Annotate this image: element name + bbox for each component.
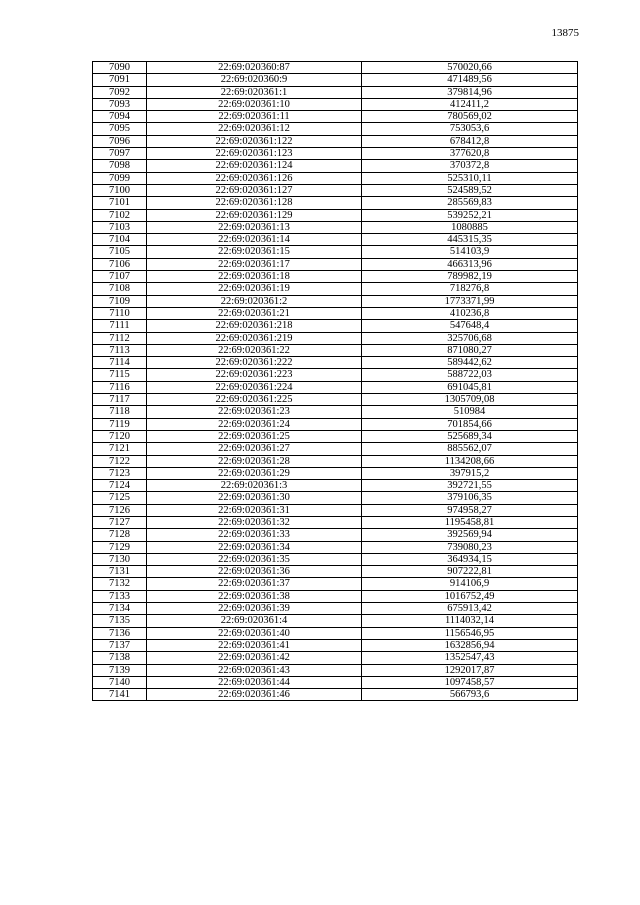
- row-number-cell: 7115: [93, 369, 147, 381]
- value-cell: 285569,83: [362, 197, 578, 209]
- row-number-cell: 7120: [93, 430, 147, 442]
- value-cell: 780569,02: [362, 111, 578, 123]
- value-cell: 525689,34: [362, 430, 578, 442]
- value-cell: 392721,55: [362, 480, 578, 492]
- table-row: [93, 197, 578, 209]
- row-number-cell: 7138: [93, 652, 147, 664]
- row-number-cell: 7101: [93, 197, 147, 209]
- value-cell: 718276,8: [362, 283, 578, 295]
- value-cell: 392569,94: [362, 529, 578, 541]
- table-row: [93, 590, 578, 602]
- table-row: [93, 320, 578, 332]
- table-row: [93, 676, 578, 688]
- value-cell: 974958,27: [362, 504, 578, 516]
- table-row: [93, 566, 578, 578]
- table-row: [93, 357, 578, 369]
- value-cell: 678412,8: [362, 135, 578, 147]
- cadastral-number-cell: 22:69:020361:15: [147, 246, 362, 258]
- table-row: [93, 455, 578, 467]
- cadastral-number-cell: 22:69:020361:2: [147, 295, 362, 307]
- cadastral-number-cell: 22:69:020361:18: [147, 271, 362, 283]
- cadastral-number-cell: 22:69:020361:39: [147, 603, 362, 615]
- value-cell: 379814,96: [362, 86, 578, 98]
- table-row: [93, 221, 578, 233]
- row-number-cell: 7112: [93, 332, 147, 344]
- row-number-cell: 7104: [93, 234, 147, 246]
- cadastral-number-cell: 22:69:020361:28: [147, 455, 362, 467]
- value-cell: 377620,8: [362, 148, 578, 160]
- row-number-cell: 7132: [93, 578, 147, 590]
- table-row: [93, 418, 578, 430]
- cadastral-number-cell: 22:69:020361:1: [147, 86, 362, 98]
- table-row: [93, 344, 578, 356]
- cadastral-number-cell: 22:69:020361:224: [147, 381, 362, 393]
- row-number-cell: 7136: [93, 627, 147, 639]
- cadastral-number-cell: 22:69:020361:222: [147, 357, 362, 369]
- value-cell: 1114032,14: [362, 615, 578, 627]
- row-number-cell: 7119: [93, 418, 147, 430]
- table-row: [93, 406, 578, 418]
- row-number-cell: 7113: [93, 344, 147, 356]
- cadastral-number-cell: 22:69:020361:19: [147, 283, 362, 295]
- value-cell: 675913,42: [362, 603, 578, 615]
- cadastral-number-cell: 22:69:020360:9: [147, 74, 362, 86]
- table-row: [93, 652, 578, 664]
- value-cell: 871080,27: [362, 344, 578, 356]
- table-row: [93, 492, 578, 504]
- cadastral-number-cell: 22:69:020361:12: [147, 123, 362, 135]
- cadastral-number-cell: 22:69:020361:33: [147, 529, 362, 541]
- row-number-cell: 7107: [93, 271, 147, 283]
- table-row: [93, 578, 578, 590]
- row-number-cell: 7097: [93, 148, 147, 160]
- value-cell: 1305709,08: [362, 394, 578, 406]
- page-number: 13875: [551, 27, 579, 39]
- cadastral-number-cell: 22:69:020361:23: [147, 406, 362, 418]
- row-number-cell: 7133: [93, 590, 147, 602]
- value-cell: 885562,07: [362, 443, 578, 455]
- cadastral-number-cell: 22:69:020361:123: [147, 148, 362, 160]
- value-cell: 514103,9: [362, 246, 578, 258]
- table-row: [93, 443, 578, 455]
- table-row: [93, 430, 578, 442]
- table-row: [93, 504, 578, 516]
- table-row: [93, 369, 578, 381]
- table-row: [93, 615, 578, 627]
- value-cell: 471489,56: [362, 74, 578, 86]
- table-row: [93, 111, 578, 123]
- cadastral-number-cell: 22:69:020361:24: [147, 418, 362, 430]
- table-row: [93, 246, 578, 258]
- value-cell: 1134208,66: [362, 455, 578, 467]
- table-row: [93, 234, 578, 246]
- value-cell: 1632856,94: [362, 639, 578, 651]
- table-row: [93, 135, 578, 147]
- cadastral-number-cell: 22:69:020361:40: [147, 627, 362, 639]
- value-cell: 753053,6: [362, 123, 578, 135]
- row-number-cell: 7108: [93, 283, 147, 295]
- row-number-cell: 7123: [93, 467, 147, 479]
- cadastral-number-cell: 22:69:020361:126: [147, 172, 362, 184]
- row-number-cell: 7122: [93, 455, 147, 467]
- value-cell: 379106,35: [362, 492, 578, 504]
- row-number-cell: 7098: [93, 160, 147, 172]
- cadastral-number-cell: 22:69:020361:225: [147, 394, 362, 406]
- cadastral-number-cell: 22:69:020361:129: [147, 209, 362, 221]
- row-number-cell: 7105: [93, 246, 147, 258]
- cadastral-number-cell: 22:69:020361:38: [147, 590, 362, 602]
- table-row: [93, 172, 578, 184]
- value-cell: 547648,4: [362, 320, 578, 332]
- cadastral-number-cell: 22:69:020361:17: [147, 258, 362, 270]
- table-row: [93, 86, 578, 98]
- cadastral-number-cell: 22:69:020361:34: [147, 541, 362, 553]
- value-cell: 914106,9: [362, 578, 578, 590]
- value-cell: 691045,81: [362, 381, 578, 393]
- cadastral-number-cell: 22:69:020361:37: [147, 578, 362, 590]
- cadastral-number-cell: 22:69:020361:218: [147, 320, 362, 332]
- table-row: [93, 74, 578, 86]
- row-number-cell: 7100: [93, 184, 147, 196]
- value-cell: 566793,6: [362, 689, 578, 701]
- value-cell: 588722,03: [362, 369, 578, 381]
- row-number-cell: 7093: [93, 98, 147, 110]
- row-number-cell: 7126: [93, 504, 147, 516]
- value-cell: 524589,52: [362, 184, 578, 196]
- table-row: [93, 529, 578, 541]
- cadastral-number-cell: 22:69:020361:124: [147, 160, 362, 172]
- value-cell: 1352547,43: [362, 652, 578, 664]
- value-cell: 445315,35: [362, 234, 578, 246]
- row-number-cell: 7117: [93, 394, 147, 406]
- table-row: [93, 639, 578, 651]
- table-row: [93, 603, 578, 615]
- cadastral-number-cell: 22:69:020361:127: [147, 184, 362, 196]
- cadastral-number-cell: 22:69:020361:3: [147, 480, 362, 492]
- cadastral-number-cell: 22:69:020361:122: [147, 135, 362, 147]
- value-cell: 570020,66: [362, 62, 578, 74]
- value-cell: 907222,81: [362, 566, 578, 578]
- value-cell: 1097458,57: [362, 676, 578, 688]
- table-row: [93, 209, 578, 221]
- table-row: [93, 516, 578, 528]
- cadastral-number-cell: 22:69:020361:22: [147, 344, 362, 356]
- cadastral-number-cell: 22:69:020361:27: [147, 443, 362, 455]
- row-number-cell: 7114: [93, 357, 147, 369]
- value-cell: 370372,8: [362, 160, 578, 172]
- cadastral-number-cell: 22:69:020361:46: [147, 689, 362, 701]
- value-cell: 325706,68: [362, 332, 578, 344]
- table-row: [93, 98, 578, 110]
- cadastral-number-cell: 22:69:020361:36: [147, 566, 362, 578]
- cadastral-number-cell: 22:69:020361:29: [147, 467, 362, 479]
- value-cell: 789982,19: [362, 271, 578, 283]
- row-number-cell: 7099: [93, 172, 147, 184]
- value-cell: 525310,11: [362, 172, 578, 184]
- row-number-cell: 7111: [93, 320, 147, 332]
- table-row: [93, 664, 578, 676]
- cadastral-number-cell: 22:69:020361:21: [147, 307, 362, 319]
- table-row: [93, 283, 578, 295]
- row-number-cell: 7134: [93, 603, 147, 615]
- cadastral-number-cell: 22:69:020361:42: [147, 652, 362, 664]
- table-row: [93, 332, 578, 344]
- value-cell: 412411,2: [362, 98, 578, 110]
- row-number-cell: 7124: [93, 480, 147, 492]
- table-row: [93, 295, 578, 307]
- cadastral-number-cell: 22:69:020361:11: [147, 111, 362, 123]
- table-row: [93, 541, 578, 553]
- cadastral-number-cell: 22:69:020361:128: [147, 197, 362, 209]
- row-number-cell: 7116: [93, 381, 147, 393]
- row-number-cell: 7106: [93, 258, 147, 270]
- value-cell: 539252,21: [362, 209, 578, 221]
- value-cell: 1773371,99: [362, 295, 578, 307]
- table-row: [93, 184, 578, 196]
- cadastral-number-cell: 22:69:020361:13: [147, 221, 362, 233]
- row-number-cell: 7135: [93, 615, 147, 627]
- row-number-cell: 7102: [93, 209, 147, 221]
- cadastral-number-cell: 22:69:020361:223: [147, 369, 362, 381]
- row-number-cell: 7109: [93, 295, 147, 307]
- table-row: [93, 553, 578, 565]
- table-row: [93, 123, 578, 135]
- row-number-cell: 7103: [93, 221, 147, 233]
- row-number-cell: 7141: [93, 689, 147, 701]
- row-number-cell: 7125: [93, 492, 147, 504]
- cadastral-number-cell: 22:69:020361:25: [147, 430, 362, 442]
- cadastral-number-cell: 22:69:020361:35: [147, 553, 362, 565]
- cadastral-number-cell: 22:69:020361:10: [147, 98, 362, 110]
- row-number-cell: 7094: [93, 111, 147, 123]
- cadastral-number-cell: 22:69:020361:41: [147, 639, 362, 651]
- value-cell: 1195458,81: [362, 516, 578, 528]
- value-cell: 739080,23: [362, 541, 578, 553]
- value-cell: 1156546,95: [362, 627, 578, 639]
- row-number-cell: 7092: [93, 86, 147, 98]
- cadastral-number-cell: 22:69:020361:30: [147, 492, 362, 504]
- value-cell: 397915,2: [362, 467, 578, 479]
- row-number-cell: 7128: [93, 529, 147, 541]
- cadastral-table: [92, 61, 578, 701]
- row-number-cell: 7140: [93, 676, 147, 688]
- table-row: [93, 258, 578, 270]
- cadastral-number-cell: 22:69:020361:32: [147, 516, 362, 528]
- table-row: [93, 148, 578, 160]
- row-number-cell: 7121: [93, 443, 147, 455]
- table-row: [93, 307, 578, 319]
- value-cell: 701854,66: [362, 418, 578, 430]
- value-cell: 510984: [362, 406, 578, 418]
- cadastral-number-cell: 22:69:020361:31: [147, 504, 362, 516]
- table-row: [93, 480, 578, 492]
- table-row: [93, 160, 578, 172]
- row-number-cell: 7129: [93, 541, 147, 553]
- row-number-cell: 7110: [93, 307, 147, 319]
- value-cell: 364934,15: [362, 553, 578, 565]
- cadastral-number-cell: 22:69:020361:219: [147, 332, 362, 344]
- cadastral-number-cell: 22:69:020361:44: [147, 676, 362, 688]
- table-row: [93, 689, 578, 701]
- value-cell: 410236,8: [362, 307, 578, 319]
- row-number-cell: 7118: [93, 406, 147, 418]
- table-row: [93, 62, 578, 74]
- row-number-cell: 7131: [93, 566, 147, 578]
- value-cell: 1016752,49: [362, 590, 578, 602]
- row-number-cell: 7127: [93, 516, 147, 528]
- value-cell: 1292017,87: [362, 664, 578, 676]
- row-number-cell: 7095: [93, 123, 147, 135]
- cadastral-number-cell: 22:69:020360:87: [147, 62, 362, 74]
- row-number-cell: 7137: [93, 639, 147, 651]
- value-cell: 1080885: [362, 221, 578, 233]
- row-number-cell: 7096: [93, 135, 147, 147]
- cadastral-number-cell: 22:69:020361:4: [147, 615, 362, 627]
- table-row: [93, 467, 578, 479]
- cadastral-number-cell: 22:69:020361:43: [147, 664, 362, 676]
- row-number-cell: 7091: [93, 74, 147, 86]
- value-cell: 589442,62: [362, 357, 578, 369]
- table-row: [93, 271, 578, 283]
- table-body: [93, 62, 578, 701]
- cadastral-number-cell: 22:69:020361:14: [147, 234, 362, 246]
- table-row: [93, 394, 578, 406]
- table-row: [93, 381, 578, 393]
- value-cell: 466313,96: [362, 258, 578, 270]
- row-number-cell: 7130: [93, 553, 147, 565]
- row-number-cell: 7090: [93, 62, 147, 74]
- table-row: [93, 627, 578, 639]
- row-number-cell: 7139: [93, 664, 147, 676]
